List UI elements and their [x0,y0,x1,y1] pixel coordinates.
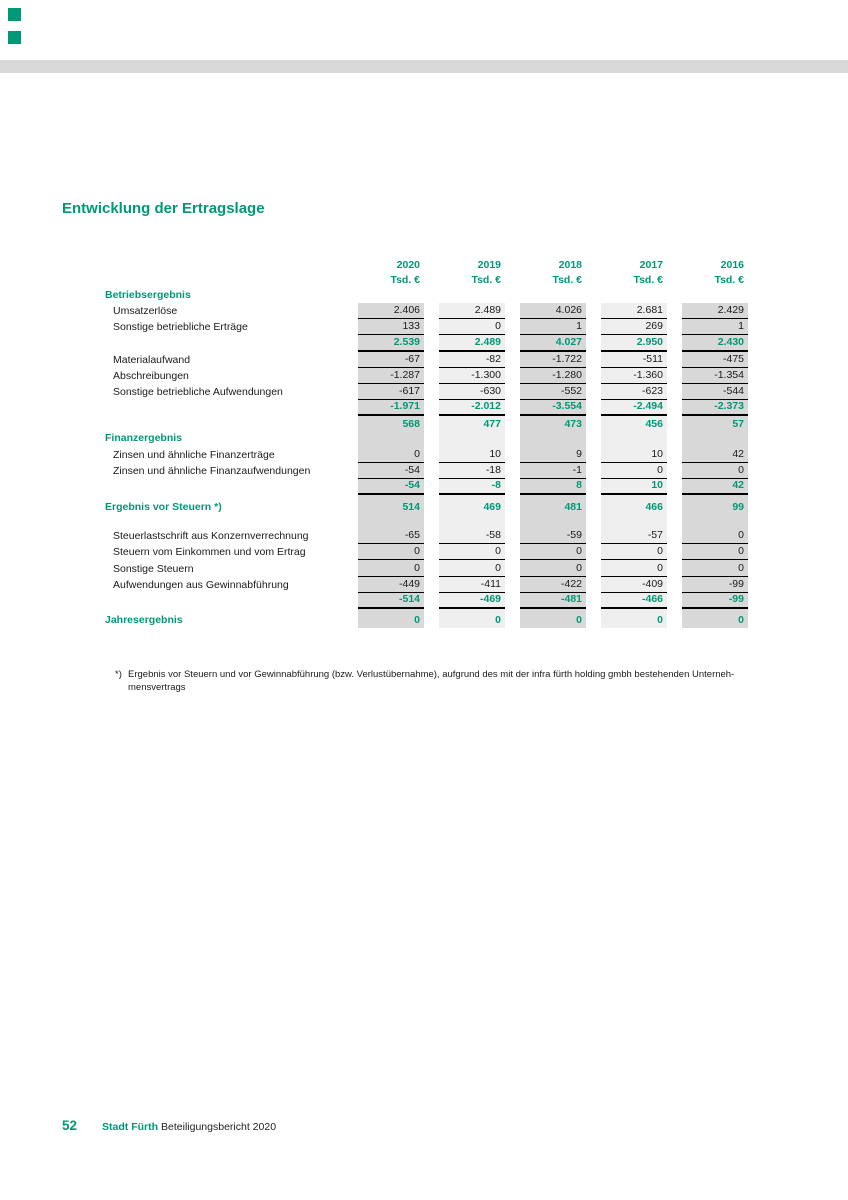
table-row [105,528,748,544]
table-cell-value: 0 [601,560,667,576]
table-cell-value: -18 [439,463,505,479]
table-cell-value: 0 [439,544,505,560]
table-cell-value: -623 [601,384,667,400]
table-cell-value: 4.026 [520,303,586,319]
year-header-2016: 2016 [720,258,744,271]
table-cell-value: 9 [520,447,586,463]
table-cell-value: -82 [439,352,505,368]
row-item-label: Zinsen und ähnliche Finanzerträge [113,448,275,461]
table-cell-value: 0 [520,609,586,628]
table-cell-value [601,433,667,447]
table-cell-value: 0 [601,544,667,560]
table-cell-value: -57 [601,528,667,544]
table-cell-value: 269 [601,319,667,335]
row-item-label [105,593,343,609]
table-cell-value: -544 [682,384,748,400]
table-cell-value: 2.406 [358,303,424,319]
row-item-label: Zinsen und ähnliche Finanzaufwendungen [113,464,311,477]
table-row [105,593,748,609]
table-row [105,400,748,416]
table-cell-value: -1.280 [520,368,586,384]
table-cell-value: -67 [358,352,424,368]
page-number: 52 [62,1118,78,1133]
page-title: Entwicklung der Ertragslage [62,200,265,217]
table-cell-value: -54 [358,479,424,495]
table-cell-value: -1 [520,463,586,479]
table-cell-value [682,433,748,447]
table-cell-value: 0 [358,609,424,628]
table-row [105,515,748,528]
table-cell-value: 0 [520,560,586,576]
year-header-2020: 2020 [396,258,420,271]
table-cell-value: 0 [358,544,424,560]
table-cell-value [682,515,748,528]
table-cell-value: -469 [439,593,505,609]
unit-header: Tsd. € [471,273,501,286]
table-row [105,303,748,319]
table-cell-value: 466 [601,495,667,515]
table-cell-value: -481 [520,593,586,609]
row-section-label: Finanzergebnis [105,432,183,445]
table-cell-value [439,288,505,303]
row-section-label: Jahresergebnis [105,613,183,626]
header-divider-bar [0,60,848,73]
table-cell-value: 0 [358,560,424,576]
table-cell-value [601,515,667,528]
footer-brand: Stadt Fürth [102,1121,159,1133]
table-cell-value: -1.300 [439,368,505,384]
table-cell-value: -409 [601,577,667,593]
table-cell-value: 456 [601,416,667,432]
table-cell-value: 514 [358,495,424,515]
table-cell-value: 568 [358,416,424,432]
table-row [105,319,748,335]
table-cell-value: 2.429 [682,303,748,319]
table-cell-value: -99 [682,577,748,593]
table-cell-value: -2.494 [601,400,667,416]
table-cell-value: -422 [520,577,586,593]
table-row [105,416,748,432]
table-cell-value: 0 [601,609,667,628]
row-item-label: Sonstige betriebliche Erträge [113,321,248,334]
table-row [105,495,748,515]
table-cell-value: 2.430 [682,335,748,351]
table-cell-value: 2.489 [439,335,505,351]
table-cell-value: 57 [682,416,748,432]
table-cell-value: -466 [601,593,667,609]
table-row [105,288,748,303]
table-cell-value: -617 [358,384,424,400]
unit-header: Tsd. € [633,273,663,286]
footnote-text [128,668,757,694]
table-cell-value: -1.354 [682,368,748,384]
table-cell-value: 0 [682,609,748,628]
table-cell-value: 481 [520,495,586,515]
row-item-label: Steuerlastschrift aus Konzernverrechnung [113,530,309,543]
table-cell-value: 0 [682,560,748,576]
header-spacer [105,258,343,273]
footnote-line2: mensvertrags [128,682,186,693]
table-cell-value: -475 [682,352,748,368]
table-cell-value: 2.681 [601,303,667,319]
income-statement-table [105,258,748,628]
unit-header: Tsd. € [714,273,744,286]
table-cell-value: -59 [520,528,586,544]
table-cell-value: -2.373 [682,400,748,416]
table-cell-value [682,288,748,303]
table-cell-value: -411 [439,577,505,593]
table-cell-value: 0 [682,463,748,479]
row-item-label: Sonstige Steuern [113,562,194,575]
table-row [105,609,748,628]
table-cell-value: -54 [358,463,424,479]
table-row [105,577,748,593]
table-cell-value [520,515,586,528]
table-cell-value: -3.554 [520,400,586,416]
header-spacer [105,273,343,288]
table-cell-value: -514 [358,593,424,609]
table-cell-value: -58 [439,528,505,544]
footnote [115,668,757,694]
row-item-label: Materialaufwand [113,353,191,366]
table-cell-value: -8 [439,479,505,495]
corner-mark-top-icon [8,8,21,21]
table-cell-value: 0 [358,447,424,463]
row-section-label: Betriebsergebnis [105,288,191,301]
table-cell-value [358,288,424,303]
table-row [105,544,748,560]
table-cell-value: -1.360 [601,368,667,384]
table-cell-value: -552 [520,384,586,400]
table-cell-value: -65 [358,528,424,544]
table-cell-value: 0 [439,560,505,576]
corner-mark-bottom-icon [8,31,21,44]
table-cell-value: 469 [439,495,505,515]
table-row [105,447,748,463]
table-cell-value: 99 [682,495,748,515]
table-row [105,463,748,479]
table-cell-value: -630 [439,384,505,400]
row-item-label: Sonstige betriebliche Aufwendungen [113,386,283,399]
year-header-2019: 2019 [477,258,501,271]
table-cell-value: 0 [682,544,748,560]
table-cell-value [358,433,424,447]
table-row [105,352,748,368]
table-cell-value: 133 [358,319,424,335]
table-cell-value: 0 [439,319,505,335]
table-cell-value: -1.722 [520,352,586,368]
footer-doc-title: Beteiligungsbericht 2020 [161,1121,277,1133]
table-row [105,560,748,576]
table-cell-value: -511 [601,352,667,368]
table-row [105,384,748,400]
row-item-label [105,515,343,528]
table-cell-value: -99 [682,593,748,609]
table-cell-value: 2.950 [601,335,667,351]
row-item-label: Aufwendungen aus Gewinnabführung [113,578,289,591]
table-cell-value: 42 [682,447,748,463]
page-footer [62,1118,276,1133]
table-cell-value: -1.287 [358,368,424,384]
row-item-label: Abschreibungen [113,369,189,382]
footnote-line1: Ergebnis vor Steuern und vor Gewinnabführung (bzw. Verlustübernahme), aufgrund des mit der infra fürth holding gmbh bestehenden Unterneh- [128,669,735,680]
table-cell-value: -2.012 [439,400,505,416]
table-cell-value: -449 [358,577,424,593]
table-cell-value [439,515,505,528]
table-row [105,335,748,351]
table-cell-value: 10 [601,479,667,495]
table-cell-value [520,288,586,303]
row-item-label [105,400,343,416]
table-row [105,433,748,447]
table-cell-value: 0 [520,544,586,560]
income-table-body [105,288,748,628]
table-cell-value: 0 [601,463,667,479]
footnote-marker: *) [115,669,122,680]
table-cell-value [358,515,424,528]
unit-header: Tsd. € [390,273,420,286]
table-cell-value: 473 [520,416,586,432]
table-cell-value: 1 [520,319,586,335]
table-cell-value: 0 [439,609,505,628]
row-item-label [105,335,343,351]
table-cell-value: 477 [439,416,505,432]
table-cell-value [439,433,505,447]
table-cell-value: 10 [439,447,505,463]
row-item-label [105,416,343,432]
table-cell-value: -1.971 [358,400,424,416]
table-cell-value: 1 [682,319,748,335]
table-cell-value: 4.027 [520,335,586,351]
unit-header: Tsd. € [552,273,582,286]
year-header-2017: 2017 [639,258,663,271]
table-cell-value [520,433,586,447]
year-header-2018: 2018 [558,258,582,271]
row-item-label: Steuern vom Einkommen und vom Ertrag [113,546,306,559]
table-cell-value: 2.489 [439,303,505,319]
table-cell-value: 42 [682,479,748,495]
row-item-label [105,479,343,495]
table-row [105,479,748,495]
table-cell-value: 2.539 [358,335,424,351]
table-row [105,368,748,384]
table-cell-value [601,288,667,303]
table-cell-value: 10 [601,447,667,463]
year-header-row [105,258,748,273]
unit-header-row [105,273,748,288]
table-cell-value: 0 [682,528,748,544]
row-section-label: Ergebnis vor Steuern *) [105,501,222,514]
row-item-label: Umsatzerlöse [113,305,178,318]
table-cell-value: 8 [520,479,586,495]
